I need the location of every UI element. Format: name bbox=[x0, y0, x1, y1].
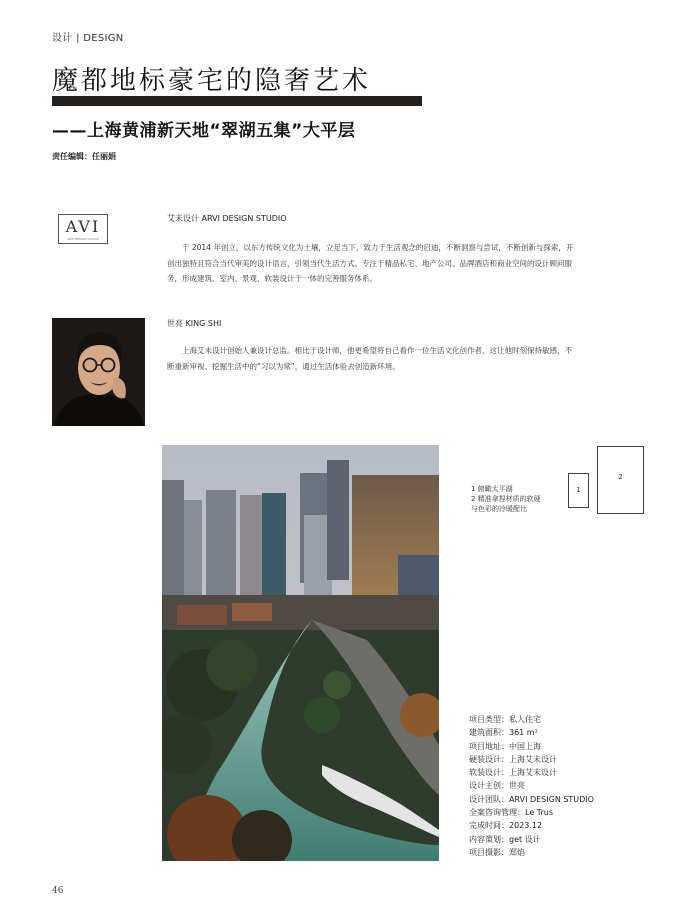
designer-description: 上海艾未设计创始人兼设计总监。相比于设计师，他更希望将自己看作一位生活文化创作者，这让他时刻保持敏感，不断重新审视、挖掘生活中的“习以为常”，通过生活体验去创造新环境。 bbox=[167, 346, 572, 371]
designer-name: 世亮 KING SHI bbox=[167, 319, 222, 328]
studio-description: 于 2014 年创立，以东方传统文化为土壤，立足当下，致力于生活观念的启迪，不断洞察与尝试，不断创新与探索，开创出独特且符合当代审美的设计语言，引领当代生活方式。专注于精品私宅、地产公司、品牌酒店和商业空间的设计顾问服务，形成建筑、室内、景观、软装设计于一体的完善服务体系。 bbox=[167, 243, 574, 283]
caption-line: 2 精准拿捏材质的软硬 bbox=[471, 495, 541, 503]
caption-line: 与色彩的冷暖配比 bbox=[471, 505, 527, 513]
article-subtitle: ——上海黄浦新天地“翠湖五集”大平层 bbox=[52, 121, 356, 141]
spec-line: 全案咨询管理：Le Trus bbox=[469, 808, 554, 818]
spec-line: 内容策划：get 设计 bbox=[469, 834, 541, 844]
layout-thumbnail-2 bbox=[597, 446, 644, 514]
studio-logo-subtext: ARVI DESIGN STUDIO bbox=[67, 237, 99, 241]
spec-line: 设计主创：世亮 bbox=[469, 781, 525, 791]
studio-name: 艾未设计 ARVI DESIGN STUDIO bbox=[167, 214, 287, 223]
studio-logo-mark: AVI bbox=[65, 217, 101, 236]
spec-line: 软装设计：上海艾未设计 bbox=[469, 768, 557, 778]
page-number: 46 bbox=[52, 886, 64, 896]
title-divider-bar bbox=[52, 96, 422, 106]
spec-line: 项目地址：中国上海 bbox=[469, 741, 541, 751]
article-title: 魔都地标豪宅的隐奢艺术 bbox=[52, 66, 372, 96]
aerial-lake-photo bbox=[162, 445, 439, 861]
designer-portrait bbox=[52, 318, 145, 426]
layout-thumbnail-1 bbox=[568, 473, 589, 508]
spec-line: 完成时间：2023.12 bbox=[469, 821, 543, 831]
spec-line: 设计团队：ARVI DESIGN STUDIO bbox=[469, 794, 594, 804]
thumbnail-number: 2 bbox=[618, 473, 623, 481]
studio-logo bbox=[58, 214, 108, 244]
thumbnail-number: 1 bbox=[576, 486, 581, 494]
spec-line: 硬装设计：上海艾未设计 bbox=[469, 754, 557, 764]
photo-captions bbox=[471, 484, 541, 514]
spec-line: 项目摄影：郑焰 bbox=[469, 847, 525, 857]
section-tag: 设计 | DESIGN bbox=[52, 33, 124, 44]
spec-line: 项目类型：私人住宅 bbox=[469, 715, 541, 724]
spec-line: 建筑面积：361 m² bbox=[469, 728, 538, 738]
project-specs bbox=[469, 713, 594, 859]
project-photo bbox=[162, 445, 439, 861]
designer-portrait-image bbox=[52, 318, 145, 426]
caption-line: 1 俯瞰太平湖 bbox=[471, 485, 513, 493]
editor-credit: 责任编辑：任丽娟 bbox=[52, 152, 116, 161]
